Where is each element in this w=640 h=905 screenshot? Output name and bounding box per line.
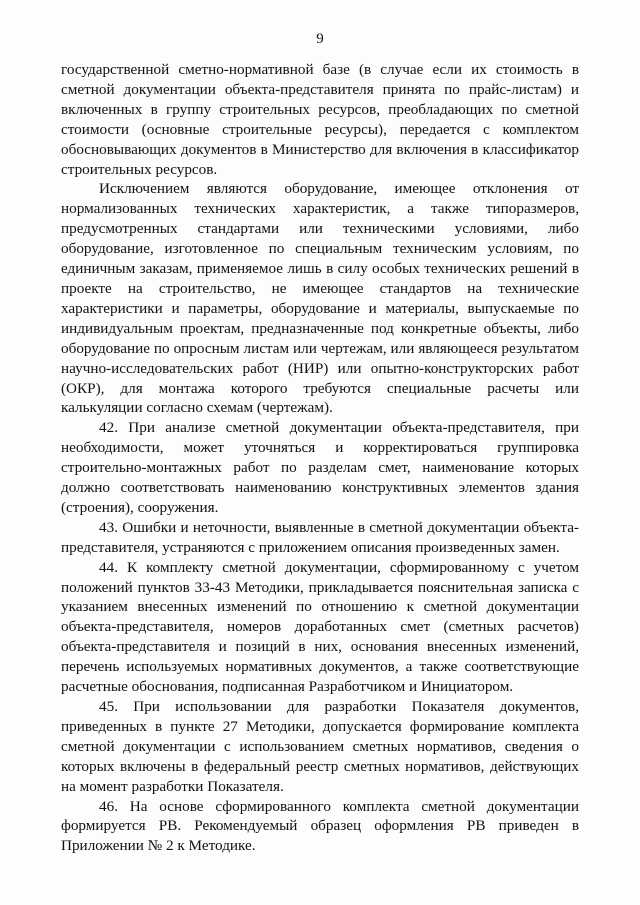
paragraph-42: 42. При анализе сметной документации объекта-представителя, при необходимости, может уточняться и корректироваться группировка строительно-монтажных работ по разделам смет, наименование которых должно соответствовать наименованию конструктивных элементов здания (строения), сооружения. bbox=[61, 419, 579, 516]
paragraph-45: 45. При использовании для разработки Показателя документов, приведенных в пункте 27 Методики, допускается формирование комплекта сметной документации с использованием сметных нормативов, сведения о которых включены в федеральный реестр сметных нормативов, действующих на момент разработки Показателя. bbox=[61, 698, 579, 795]
paragraph-44: 44. К комплекту сметной документации, сформированному с учетом положений пунктов 33-43 Методики, прикладывается пояснительная записка с указанием внесенных изменений по отношению к сметной документации объекта-представителя, номеров доработанных смет (сметных расчетов) объекта-представителя и позиций в них, основания внесенных изменений, перечень используемых нормативных документов, а также соответствующие расчетные обоснования, подписанная Разработчиком и Инициатором. bbox=[61, 558, 579, 696]
paragraph-43: 43. Ошибки и неточности, выявленные в сметной документации объекта-представителя, устраняются с приложением описания произведенных замен. bbox=[61, 518, 579, 556]
paragraph-continuation: государственной сметно-нормативной базе (в случае если их стоимость в сметной документации объекта-представителя принята по прайс-листам) и включенных в группу строительных ресурсов, преобладающих по сметной стоимости (основные строительные ресурсы), передается с комплектом обосновывающих документов в Министерство для включения в классификатор строительных ресурсов. bbox=[61, 61, 579, 178]
document-body bbox=[61, 60, 579, 856]
paragraph-exceptions: Исключением являются оборудование, имеющее отклонения от нормализованных технических характеристик, а также типоразмеров, предусмотренных стандартами или техническими условиями, либо оборудование, изготовленное по специальным техническим условиям, по единичным заказам, применяемое лишь в силу особых технических решений в проекте на строительство, не имеющее стандартов на технические характеристики и параметры, оборудование и материалы, выпускаемые по индивидуальным проектам, предназначенные под конкретные объекты, либо оборудование по опросным листам или чертежам, или являющееся результатом научно-исследовательских работ (НИР) или опытно-конструкторских работ (ОКР), для монтажа которого требуются специальные расчеты или калькуляции согласно схемам (чертежам). bbox=[61, 180, 579, 417]
paragraph-46: 46. На основе сформированного комплекта сметной документации формируется РВ. Рекомендуемый образец оформления РВ приведен в Приложении № 2 к Методике. bbox=[61, 797, 579, 855]
page-number: 9 bbox=[316, 31, 324, 47]
